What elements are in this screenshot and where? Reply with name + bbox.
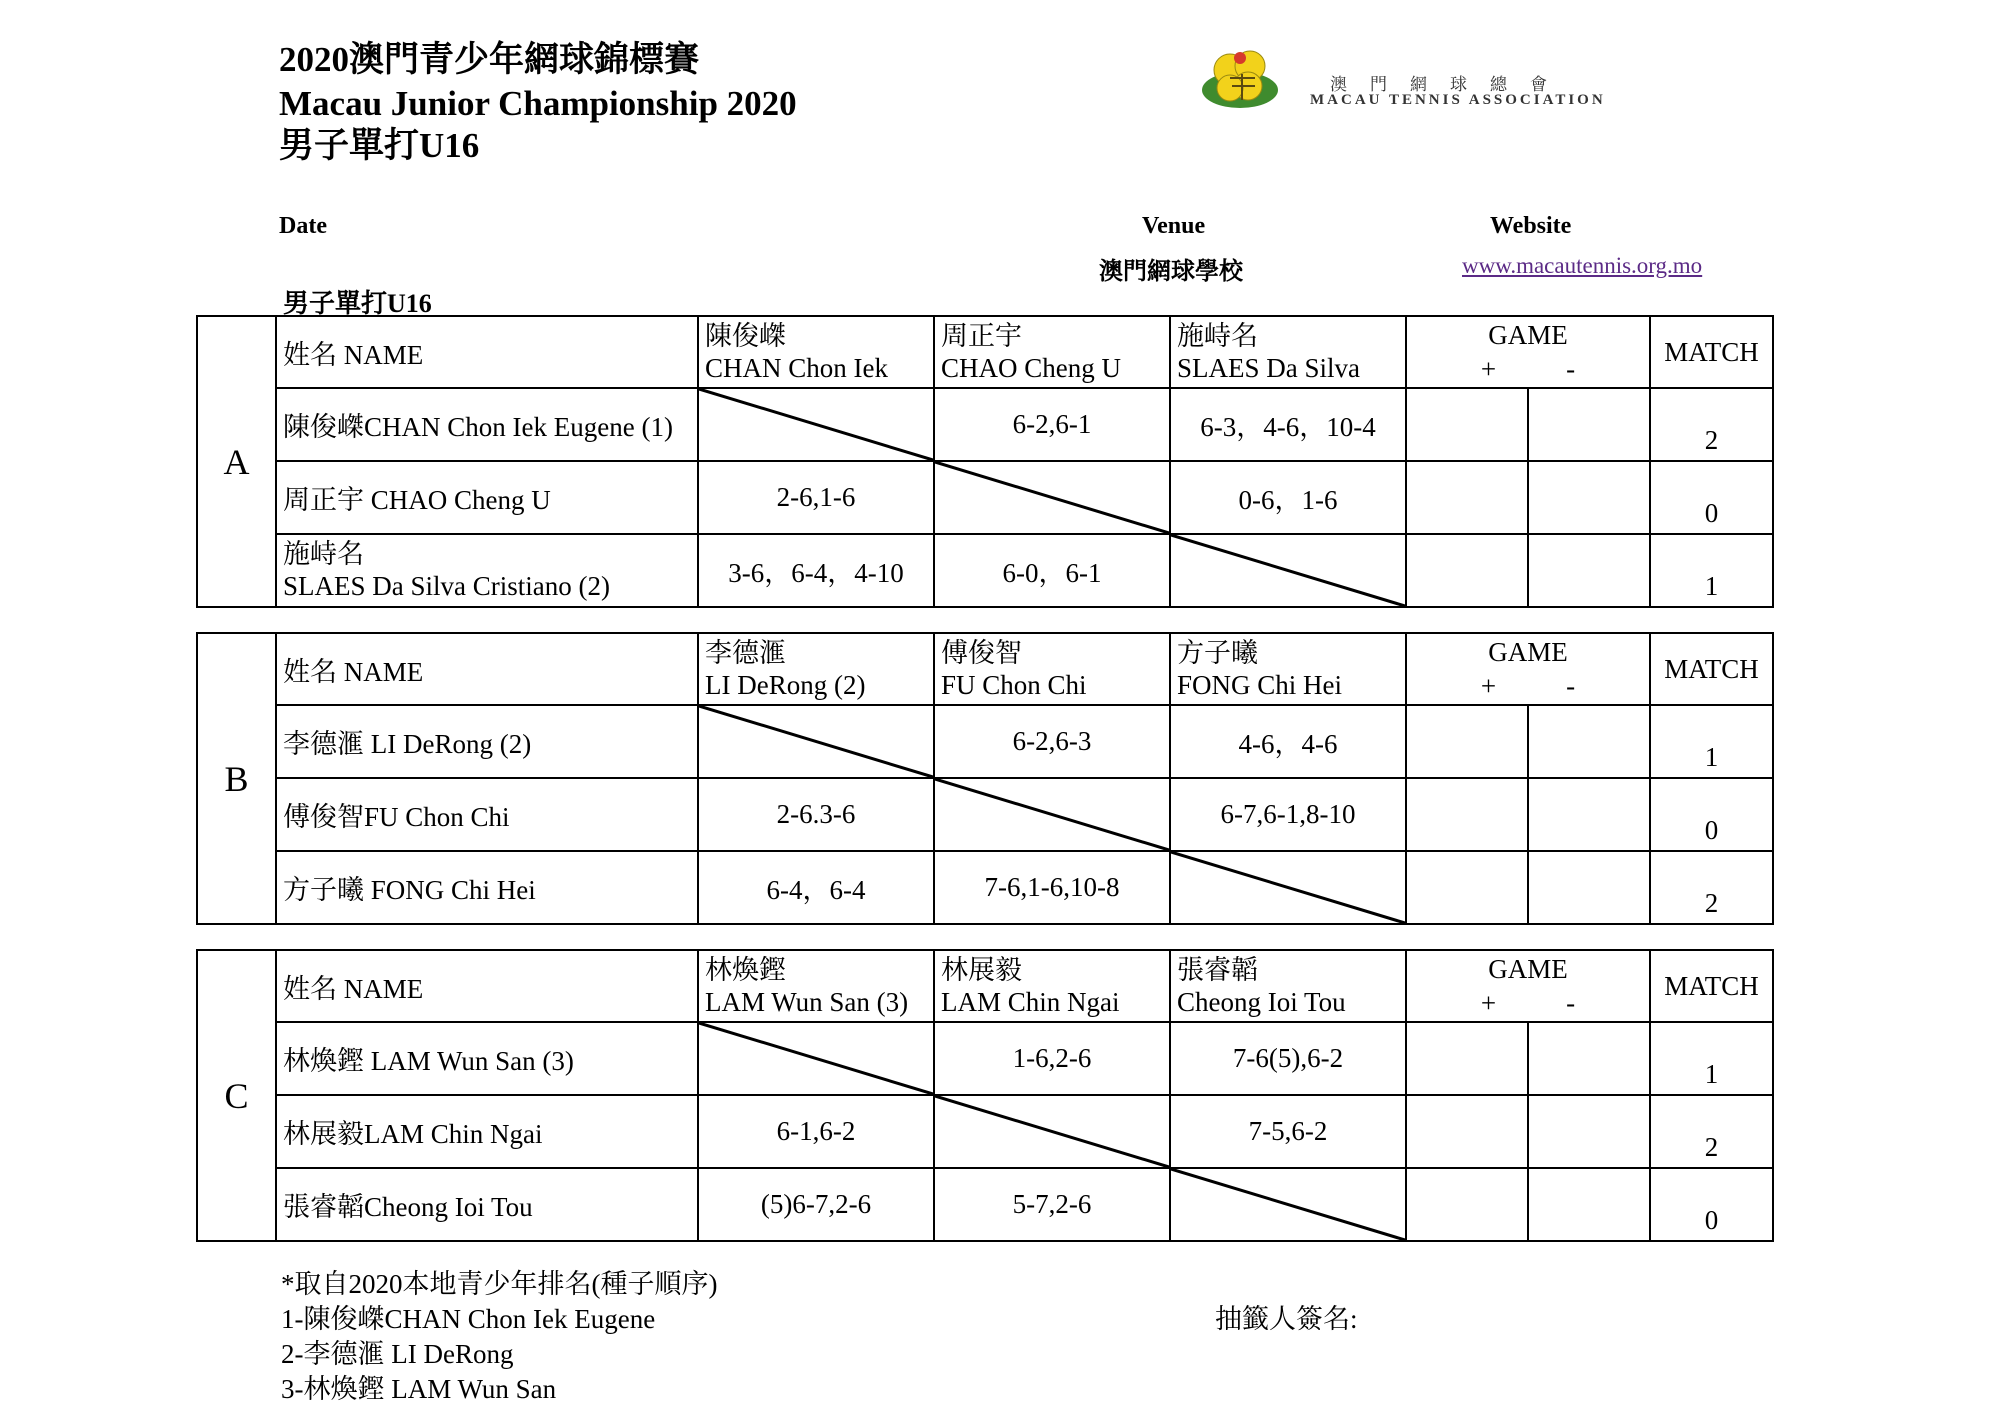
opponent-header-line: 方子曦 [1177,638,1258,668]
game-minus-cell [1528,778,1650,851]
diagonal-line [935,462,1169,533]
game-plus-cell [1406,1168,1528,1241]
game-minus-cell [1528,705,1650,778]
game-minus-cell [1528,534,1650,607]
player-row [197,1022,1773,1095]
player-row [197,1168,1773,1241]
player-name-line: SLAES Da Silva Cristiano (2) [283,571,610,601]
game-header [1406,316,1650,388]
player-name [276,1168,698,1241]
match-wins: 2 [1650,388,1773,461]
game-plus-cell [1406,1022,1528,1095]
player-name-line: 張睿韜Cheong Ioi Tou [283,1192,533,1222]
result-cell: 4-6，4-6 [1170,705,1406,778]
signature-label: 抽籤人簽名: [1215,1304,1358,1334]
result-cell: (5)6-7,2-6 [698,1168,934,1241]
diagonal-line [699,706,933,777]
match-wins: 0 [1650,461,1773,534]
match-wins: 2 [1650,1095,1773,1168]
game-minus-cell [1528,1022,1650,1095]
opponent-header [698,633,934,705]
opponent-header-line: CHAO Cheng U [941,353,1121,383]
player-name-line: 施峙名 [283,539,364,569]
result-cell: 3-6，6-4，4-10 [698,534,934,607]
game-plus-label: + [1480,671,1497,701]
player-name [276,461,698,534]
player-name-line: 李德滙 LI DeRong (2) [283,729,532,759]
opponent-header-line: 陳俊嵥 [705,321,786,351]
diagonal-line [699,389,933,460]
header-row [197,633,1773,705]
result-cell: 2-6,1-6 [698,461,934,534]
association-name-english: MACAU TENNIS ASSOCIATION [1310,92,1606,108]
name-header: 姓名 NAME [276,950,698,1022]
opponent-header [698,950,934,1022]
player-name [276,851,698,924]
game-plus-minus [1413,669,1643,703]
result-cell: 7-6(5),6-2 [1170,1022,1406,1095]
game-header [1406,633,1650,705]
game-minus-cell [1528,1168,1650,1241]
diagonal-line [935,779,1169,850]
date-label: Date [279,213,327,239]
opponent-header-line: FU Chon Chi [941,670,1087,700]
group-table-b [196,632,1774,925]
player-row [197,778,1773,851]
self-match-cell [934,778,1170,851]
game-label: GAME [1488,637,1568,667]
player-name [276,705,698,778]
game-minus-cell [1528,388,1650,461]
diagonal-line [935,1096,1169,1167]
name-header: 姓名 NAME [276,316,698,388]
player-name-line: 林煥鏗 LAM Wun San (3) [283,1046,574,1076]
player-row [197,534,1773,607]
opponent-header [934,633,1170,705]
result-cell: 5-7,2-6 [934,1168,1170,1241]
self-match-cell [698,388,934,461]
player-name [276,1022,698,1095]
group-table-a [196,315,1774,608]
result-cell: 6-4，6-4 [698,851,934,924]
opponent-header [1170,633,1406,705]
opponent-header-line: 林展毅 [941,955,1022,985]
self-match-cell [698,1022,934,1095]
game-minus-label: - [1566,988,1576,1018]
self-match-cell [1170,1168,1406,1241]
game-plus-cell [1406,778,1528,851]
opponent-header [698,316,934,388]
seed-3: 3-林煥鏗 LAM Wun San [281,1374,557,1404]
association-name-chinese: 澳門網球總會 [1330,75,1570,94]
venue-value: 澳門網球學校 [1099,259,1243,285]
opponent-header-line: LI DeRong (2) [705,670,866,700]
opponent-header-line: 傅俊智 [941,638,1022,668]
player-name [276,778,698,851]
opponent-header [934,316,1170,388]
result-cell: 6-0，6-1 [934,534,1170,607]
game-label: GAME [1488,954,1568,984]
diagonal-line [1171,535,1405,606]
opponent-header [1170,950,1406,1022]
venue-label: Venue [1142,213,1206,239]
event-title: 男子單打U16 [279,126,480,165]
match-wins: 2 [1650,851,1773,924]
result-cell: 6-2,6-3 [934,705,1170,778]
opponent-header-line: 周正宇 [941,321,1022,351]
opponent-header-line: 施峙名 [1177,321,1258,351]
player-name-line: 傅俊智FU Chon Chi [283,802,510,832]
game-plus-cell [1406,388,1528,461]
match-wins: 1 [1650,534,1773,607]
opponent-header-line: 林煥鏗 [705,955,786,985]
diagonal-line [1171,1169,1405,1240]
title-english: Macau Junior Championship 2020 [279,84,797,123]
player-row [197,388,1773,461]
match-header: MATCH [1650,950,1773,1022]
opponent-header-line: LAM Chin Ngai [941,987,1120,1017]
section-label: 男子單打U16 [283,289,432,318]
game-minus-cell [1528,851,1650,924]
player-row [197,1095,1773,1168]
title-chinese: 2020澳門青少年網球錦標賽 [279,40,700,79]
result-cell: 6-3，4-6，10-4 [1170,388,1406,461]
self-match-cell [934,1095,1170,1168]
result-cell: 6-7,6-1,8-10 [1170,778,1406,851]
match-wins: 0 [1650,1168,1773,1241]
game-plus-label: + [1480,354,1497,384]
website-link[interactable]: www.macautennis.org.mo [1462,253,1703,278]
opponent-header-line: 李德滙 [705,638,786,668]
game-minus-cell [1528,1095,1650,1168]
diagonal-line [1171,852,1405,923]
self-match-cell [1170,534,1406,607]
player-name-line: 林展毅LAM Chin Ngai [283,1119,543,1149]
match-wins: 0 [1650,778,1773,851]
player-row [197,461,1773,534]
header-row [197,950,1773,1022]
game-plus-label: + [1480,988,1497,1018]
website-label: Website [1490,213,1572,239]
opponent-header [1170,316,1406,388]
opponent-header-line: CHAN Chon Iek [705,353,888,383]
opponent-header-line: SLAES Da Silva [1177,353,1361,383]
match-wins: 1 [1650,1022,1773,1095]
game-label: GAME [1488,320,1568,350]
seed-2: 2-李德滙 LI DeRong [281,1339,514,1369]
game-plus-cell [1406,534,1528,607]
result-cell: 7-6,1-6,10-8 [934,851,1170,924]
player-name-line: 陳俊嵥CHAN Chon Iek Eugene (1) [283,412,673,442]
result-cell: 0-6，1-6 [1170,461,1406,534]
self-match-cell [1170,851,1406,924]
match-header: MATCH [1650,316,1773,388]
game-plus-minus [1413,986,1643,1020]
opponent-header-line: FONG Chi Hei [1177,670,1343,700]
seed-1: 1-陳俊嵥CHAN Chon Iek Eugene [281,1304,656,1334]
match-header: MATCH [1650,633,1773,705]
result-cell: 7-5,6-2 [1170,1095,1406,1168]
opponent-header [934,950,1170,1022]
player-name-line: 方子曦 FONG Chi Hei [283,875,536,905]
opponent-header-line: LAM Wun San (3) [705,987,909,1017]
group-label: B [197,633,276,924]
group-label: C [197,950,276,1241]
header-row [197,316,1773,388]
result-cell: 2-6.3-6 [698,778,934,851]
opponent-header-line: Cheong Ioi Tou [1177,987,1346,1017]
game-minus-label: - [1566,671,1576,701]
game-plus-cell [1406,705,1528,778]
self-match-cell [934,461,1170,534]
game-plus-minus [1413,352,1643,386]
self-match-cell [698,705,934,778]
player-name [276,388,698,461]
result-cell: 1-6,2-6 [934,1022,1170,1095]
seeding-note: *取自2020本地青少年排名(種子順序) [281,1269,718,1299]
group-label: A [197,316,276,607]
match-wins: 1 [1650,705,1773,778]
player-name-line: 周正宇 CHAO Cheng U [283,485,551,515]
result-cell: 6-2,6-1 [934,388,1170,461]
name-header: 姓名 NAME [276,633,698,705]
game-plus-cell [1406,851,1528,924]
game-header [1406,950,1650,1022]
opponent-header-line: 張睿韜 [1177,955,1258,985]
result-cell: 6-1,6-2 [698,1095,934,1168]
game-minus-label: - [1566,354,1576,384]
game-plus-cell [1406,461,1528,534]
group-table-c [196,949,1774,1242]
player-name [276,1095,698,1168]
game-minus-cell [1528,461,1650,534]
player-name [276,534,698,607]
player-row [197,851,1773,924]
tennis-association-logo [1200,48,1290,110]
player-row [197,705,1773,778]
diagonal-line [699,1023,933,1094]
game-plus-cell [1406,1095,1528,1168]
